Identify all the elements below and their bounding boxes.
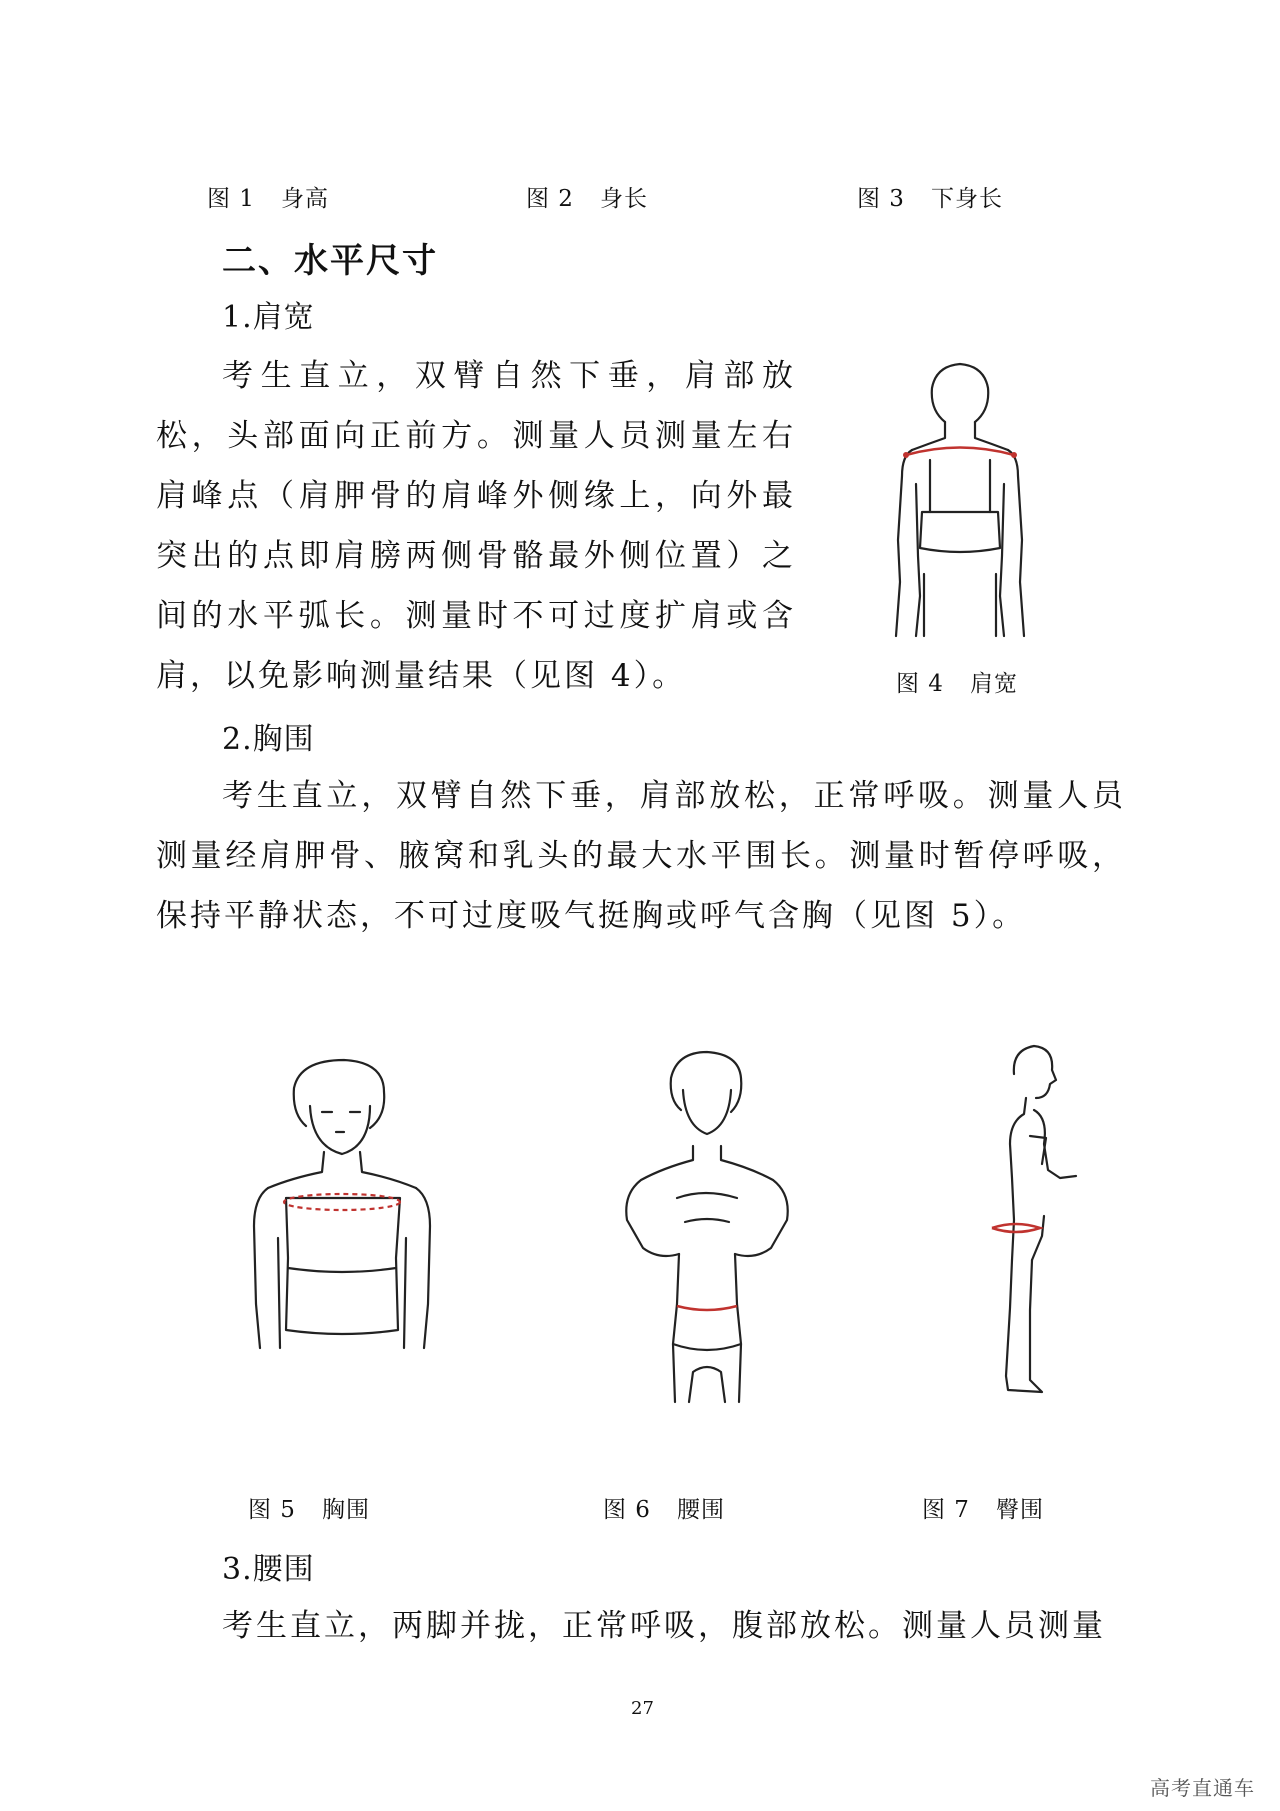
figure-3-caption xyxy=(857,180,1003,213)
caption-label: 臀围 xyxy=(995,1497,1044,1523)
caption-label: 胸围 xyxy=(321,1497,370,1523)
section-title: 二、水平尺寸 xyxy=(222,241,438,281)
caption-label: 下身长 xyxy=(930,186,1003,212)
figure-4-shoulder-illustration xyxy=(890,360,1030,642)
caption-number: 图 1 xyxy=(207,186,255,212)
caption-label: 身长 xyxy=(599,186,648,212)
shoulder-text: 考生直立，双臂自然下垂，肩部放松，头部面向正前方。测量人员测量左右肩峰点（肩胛骨的肩峰外侧缘上，向外最突出的点即肩膀两侧骨骼最外侧位置）之间的水平弧长。测量时不可过度扩肩或含肩，以免影响测量结果（见图 4）。 xyxy=(156,358,796,694)
watermark: 高考直通车 xyxy=(1150,1776,1255,1800)
caption-number: 图 2 xyxy=(526,186,574,212)
item-heading-chest: 2.胸围 xyxy=(222,722,315,757)
figure-5-caption xyxy=(248,1491,370,1524)
shoulder-paragraph xyxy=(156,346,796,706)
chest-text: 考生直立，双臂自然下垂，肩部放松，正常呼吸。测量人员测量经肩胛骨、腋窝和乳头的最大水平围长。测量时暂停呼吸，保持平静状态，不可过度吸气挺胸或呼气含胸（见图 5）。 xyxy=(156,778,1126,934)
caption-number: 图 6 xyxy=(603,1497,651,1523)
figure-1-caption xyxy=(207,180,329,213)
figure-4-caption xyxy=(896,665,1018,698)
caption-label: 腰围 xyxy=(676,1497,725,1523)
caption-number: 图 5 xyxy=(248,1497,296,1523)
chest-paragraph xyxy=(156,766,1126,946)
waist-text: 考生直立，两脚并拢，正常呼吸，腹部放松。测量人员测量 xyxy=(222,1608,1106,1644)
figure-2-caption xyxy=(526,180,648,213)
figure-6-waist-illustration xyxy=(607,1048,807,1406)
waist-paragraph xyxy=(156,1596,1126,1656)
item-heading-shoulder: 1.肩宽 xyxy=(222,300,315,335)
page-number: 27 xyxy=(631,1698,654,1719)
figure-7-hip-illustration xyxy=(986,1040,1096,1400)
item-heading-waist: 3.腰围 xyxy=(222,1552,315,1587)
figure-5-chest-illustration xyxy=(248,1054,438,1390)
caption-number: 图 4 xyxy=(896,671,944,697)
caption-number: 图 7 xyxy=(922,1497,970,1523)
caption-number: 图 3 xyxy=(857,186,905,212)
caption-label: 身高 xyxy=(280,186,329,212)
caption-label: 肩宽 xyxy=(969,671,1018,697)
figure-6-caption xyxy=(603,1491,725,1524)
figure-7-caption xyxy=(922,1491,1044,1524)
